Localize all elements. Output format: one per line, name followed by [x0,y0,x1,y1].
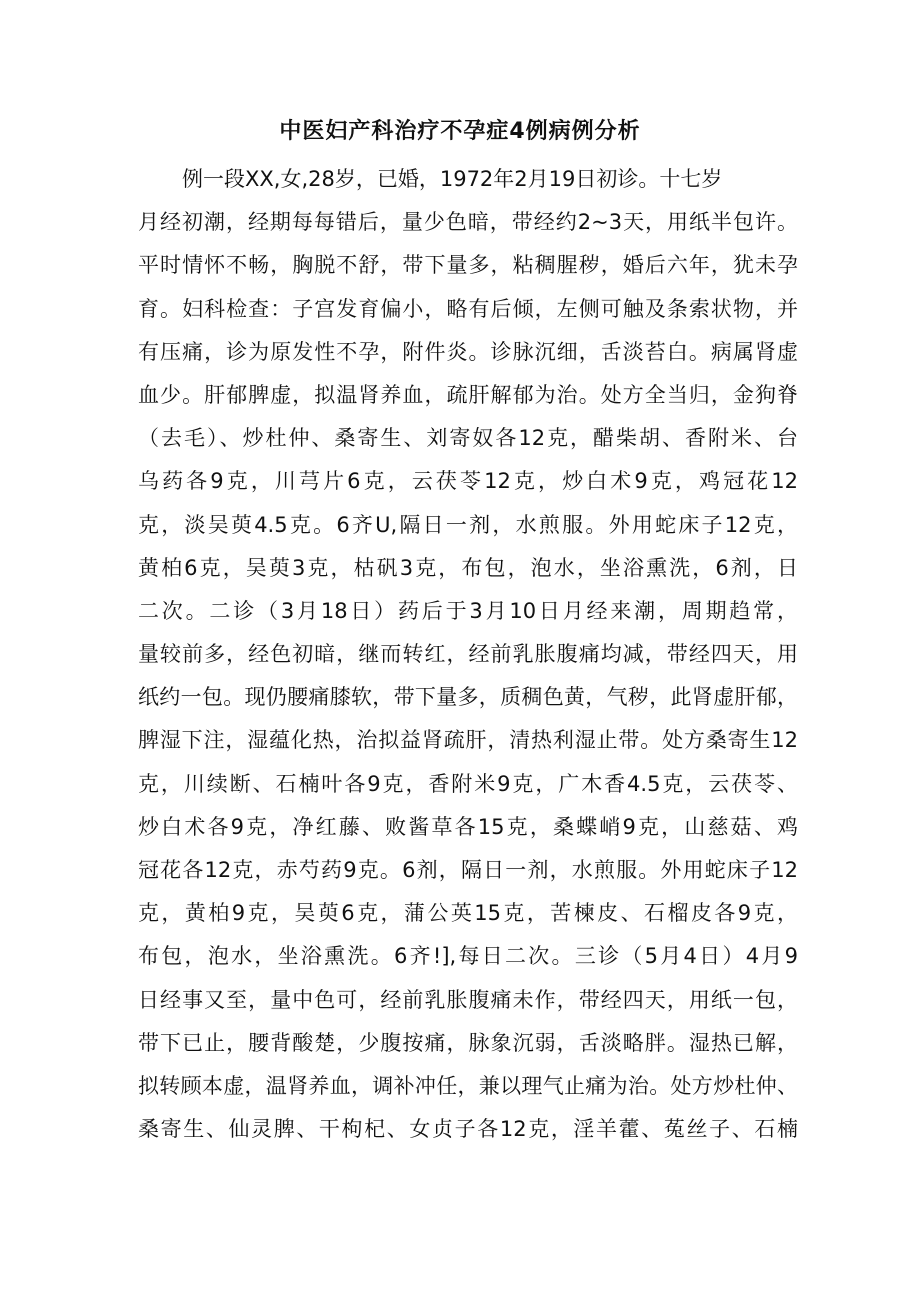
paragraph-line: 平时情怀不畅，胸脱不舒，带下量多，粘稠腥秽，婚后六年，犹未孕 [138,253,798,278]
paragraph-line: 月经初潮，经期每每错后，量少色暗，带经约2~3天，用纸半包许。 [138,210,798,235]
document-body [138,158,798,1151]
paragraph-line: 带下已止，腰背酸楚，少腹按痛，脉象沉弱，舌淡略胖。湿热已解， [138,1030,798,1055]
paragraph-line: 育。妇科检查：子宫发育偏小，略有后倾，左侧可触及条索状物，并 [138,296,798,321]
paragraph-line: 量较前多，经色初暗，继而转红，经前乳胀腹痛均减，带经四天，用 [138,642,798,667]
document-title: 中医妇产科治疗不孕症4例病例分析 [279,119,641,144]
paragraph-line: 桑寄生、仙灵脾、干枸杞、女贞子各12克，淫羊藿、菟丝子、石楠 [138,1117,798,1142]
paragraph-line: 有压痛，诊为原发性不孕，附件炎。诊脉沉细，舌淡苔白。病属肾虚 [138,339,798,364]
paragraph-line: 拟转顾本虚，温肾养血，调补冲任，兼以理气止痛为治。处方炒杜仲、 [138,1073,798,1098]
paragraph-line: 日经事又至，量中色可，经前乳胀腹痛未作，带经四天，用纸一包， [138,987,798,1012]
paragraph-line: 布包，泡水，坐浴熏洗。6齐!],每日二次。三诊（5月4日）4月9 [138,944,798,969]
paragraph-line: 乌药各9克，川芎片6克，云茯苓12克，炒白术9克，鸡冠花12 [138,469,798,494]
paragraph-line: 克，淡吴萸4.5克。6齐U,隔日一剂，水煎服。外用蛇床子12克， [138,512,798,537]
paragraph-line: 黄柏6克，吴萸3克，枯矾3克，布包，泡水，坐浴熏洗，6剂，日 [138,555,798,580]
paragraph-line: 二次。二诊（3月18日）药后于3月10日月经来潮，周期趋常， [138,598,798,623]
paragraph-line: 血少。肝郁脾虚，拟温肾养血，疏肝解郁为治。处方全当归，金狗脊 [138,382,798,407]
paragraph-line: 克，川续断、石楠叶各9克，香附米9克，广木香4.5克，云茯苓、 [138,771,798,796]
paragraph-line: 纸约一包。现仍腰痛膝软，带下量多，质稠色黄，气秽，此肾虚肝郁， [138,685,798,710]
paragraph-line: 脾湿下注，湿蕴化热，治拟益肾疏肝，清热利湿止带。处方桑寄生12 [138,728,798,753]
paragraph-line: 冠花各12克，赤芍药9克。6剂，隔日一剂，水煎服。外用蛇床子12 [138,858,798,882]
paragraph-line: 克，黄柏9克，吴萸6克，蒲公英15克，苦楝皮、石榴皮各9克， [138,901,798,926]
paragraph-line: （去毛）、炒杜仲、桑寄生、刘寄奴各12克，醋柴胡、香附米、台 [138,426,798,451]
paragraph-line: 炒白术各9克，净红藤、败酱草各15克，桑蝶峭9克，山慈菇、鸡 [138,814,798,839]
paragraph-line: 例一段XX,女,28岁，已婚，1972年2月19日初诊。十七岁 [182,167,723,191]
